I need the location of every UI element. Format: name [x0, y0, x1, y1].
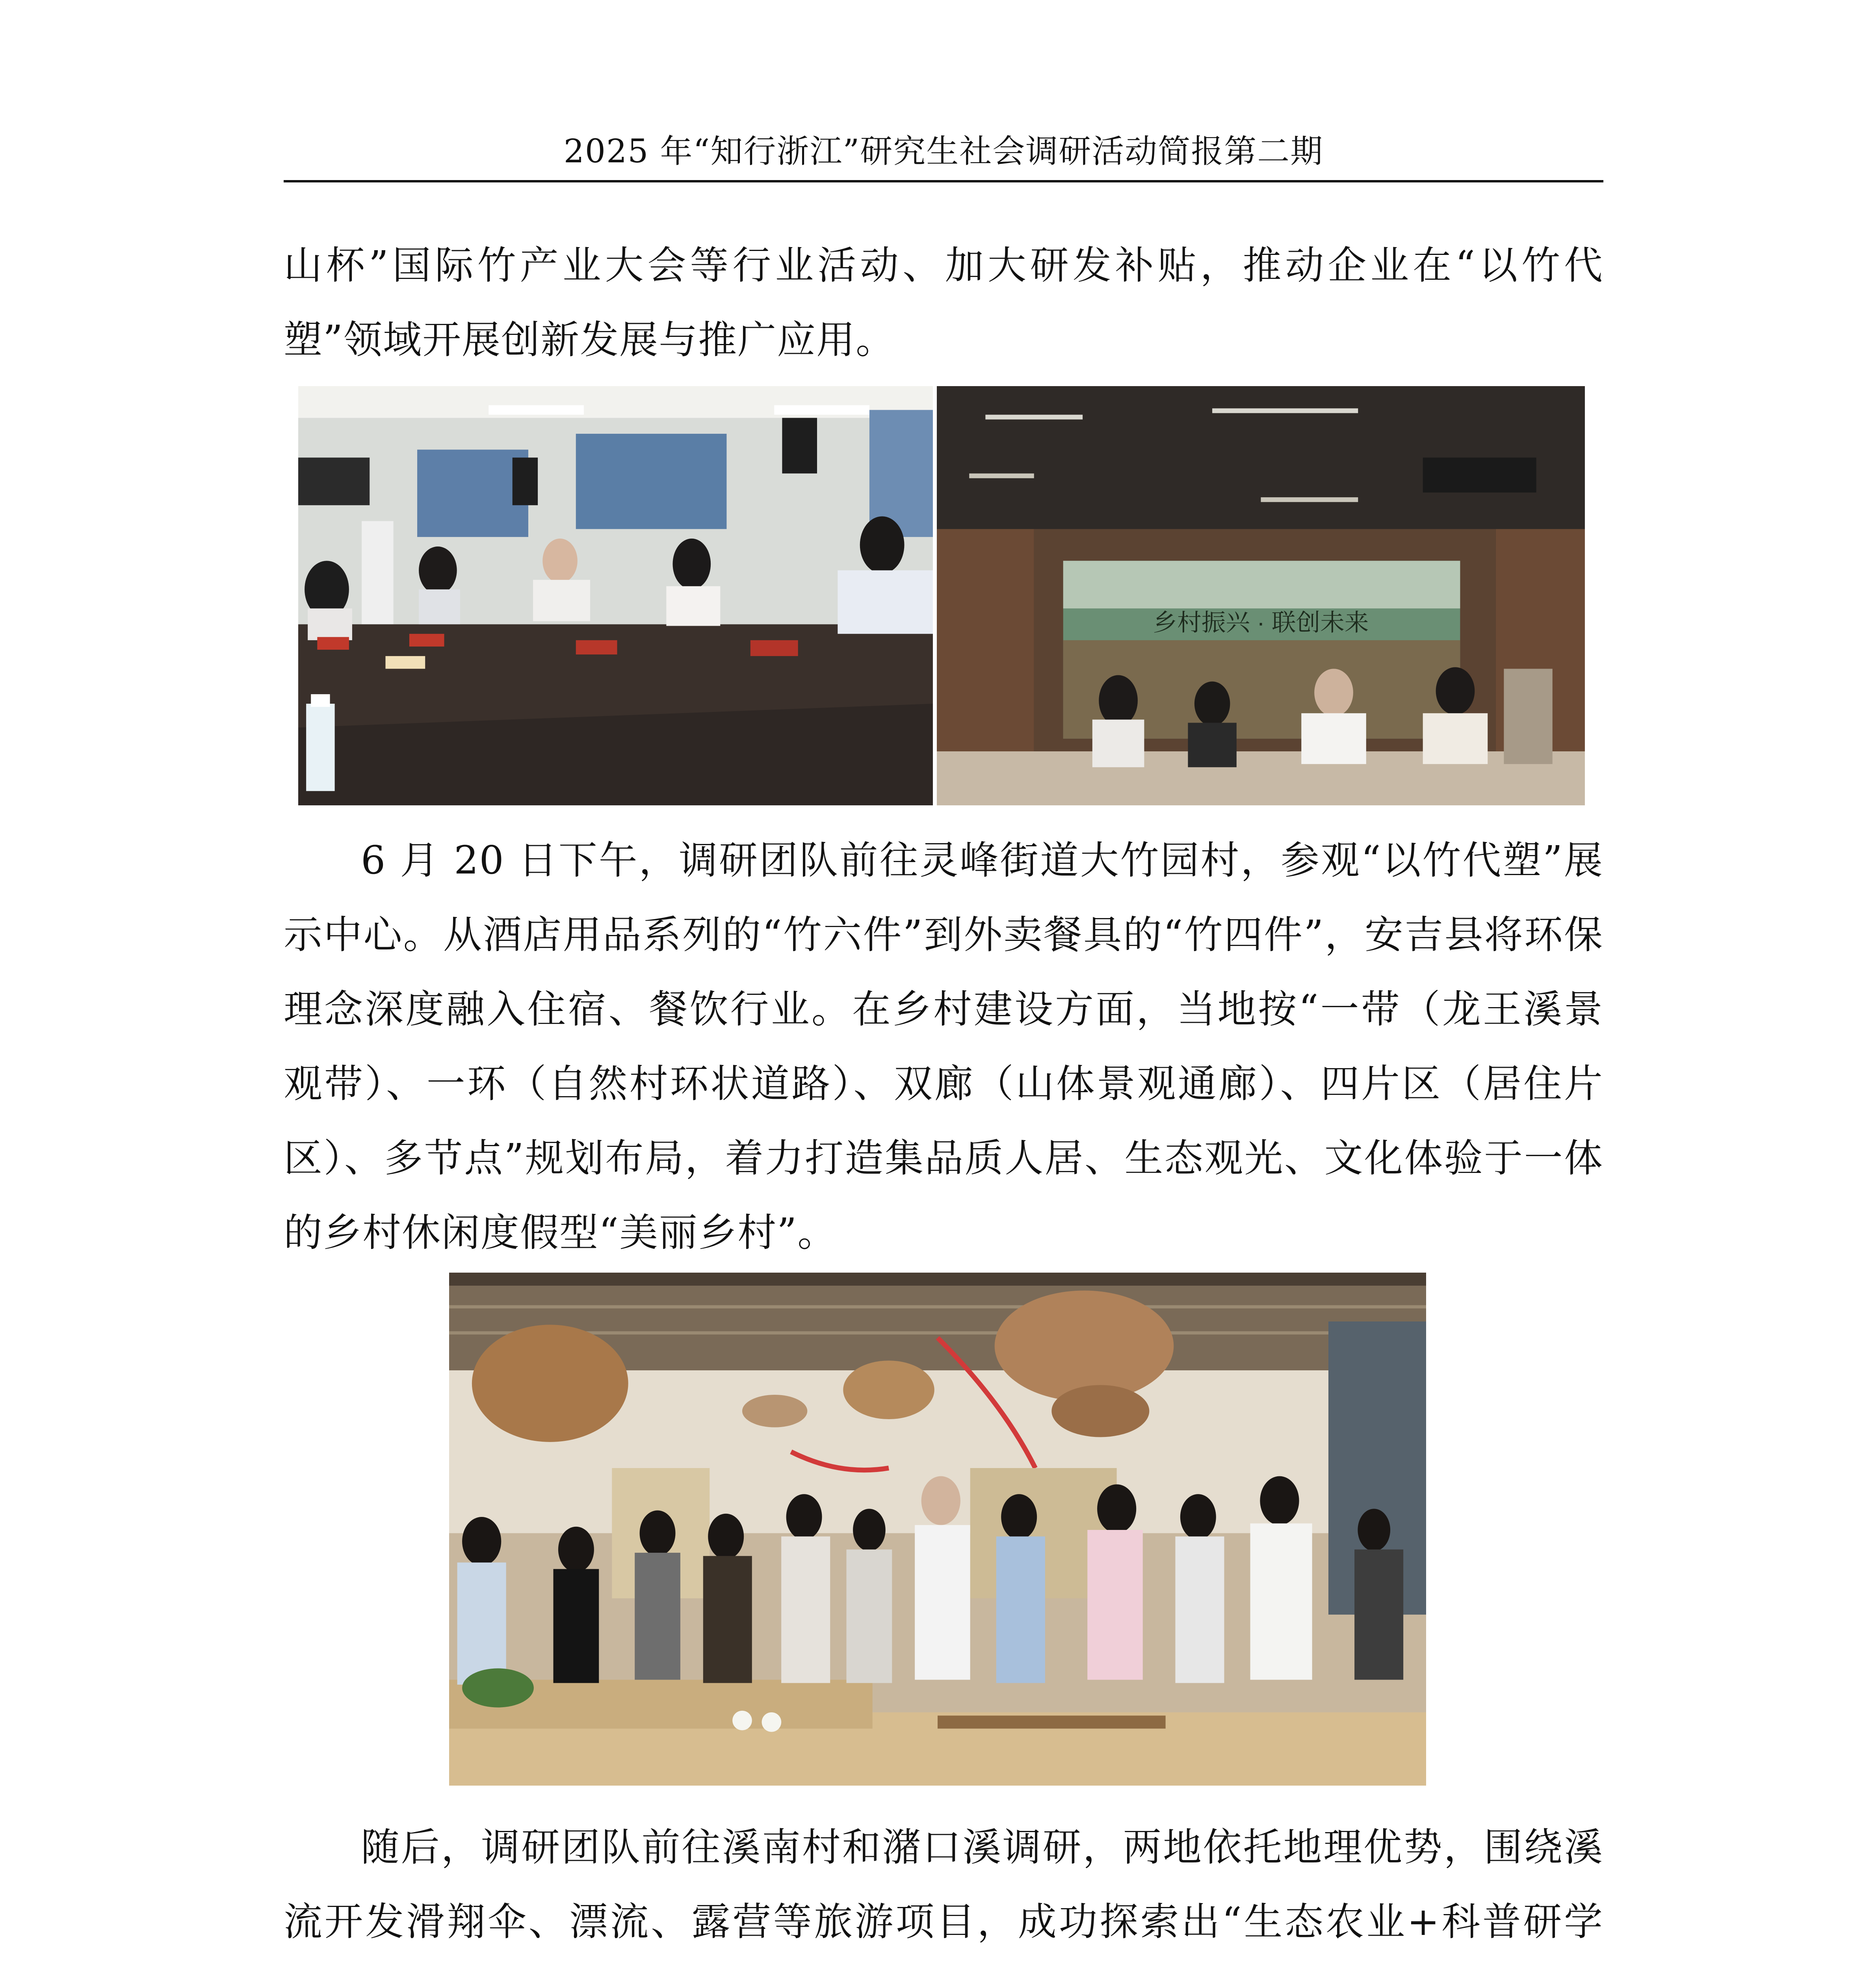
paragraph-xinan-village: 随后，调研团队前往溪南村和潴口溪调研，两地依托地理优势，围绕溪流开发滑翔伞、漂流、露营等旅游项目，成功探索出“生态农业+科普研学 — [284, 1825, 1603, 1944]
bamboo-showroom-photo — [449, 1273, 1426, 1786]
lecture-hall-photo — [937, 386, 1585, 805]
screen-title: 乡村振兴 · 联创未来 — [1153, 609, 1369, 636]
paragraph-continued: 山杯”国际竹产业大会等行业活动、加大研发补贴，推动企业在“以竹代塑”领域开展创新发展与推广应用。 — [284, 243, 1603, 362]
paragraph-village-visit: 6 月 20 日下午，调研团队前往灵峰街道大竹园村，参观“以竹代塑”展示中心。从酒店用品系列的“竹六件”到外卖餐具的“竹四件”，安吉县将环保理念深度融入住宿、餐饮行业。在乡村建设方面，当地按“一带（龙王溪景观带）、一环（自然村环状道路）、双廊（山体景观通廊）、四片区（居住片区）、多节点”规划布局，着力打造集品质人居、生态观光、文化体验于一体的乡村休闲度假型“美丽乡村”。 — [284, 838, 1603, 1255]
header-rule — [284, 180, 1603, 182]
running-header: 2025 年“知行浙江”研究生社会调研活动简报第二期 — [563, 133, 1324, 170]
meeting-room-photo — [298, 386, 933, 805]
